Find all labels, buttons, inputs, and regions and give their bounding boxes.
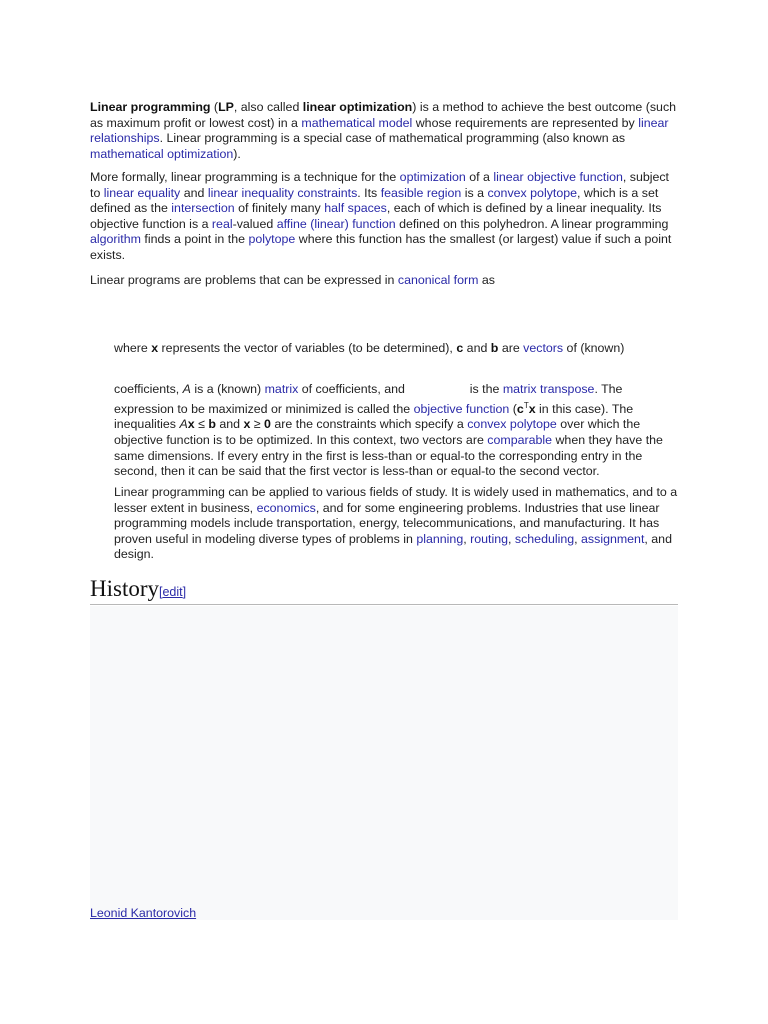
canonical-paragraph [90, 273, 680, 289]
text: -valued [232, 216, 277, 231]
text: are [498, 341, 524, 355]
link-linear-inequality-constraints[interactable]: linear inequality constraints [207, 185, 358, 200]
link-vectors[interactable]: vectors [523, 341, 564, 355]
text: , [463, 531, 471, 546]
link-convex-polytope[interactable]: convex polytope [467, 417, 557, 432]
text: . Linear programming is a special case of mathematical programming (also known as [159, 131, 626, 146]
link-routing[interactable]: routing [470, 531, 508, 546]
term-linear-programming: Linear programming [90, 100, 211, 114]
text: of coefficients, and [298, 382, 409, 396]
text: and [463, 341, 491, 355]
text: of a [465, 170, 494, 184]
link-linear-objective-function[interactable]: linear objective function [493, 170, 623, 184]
text: ( [509, 401, 517, 416]
text: represents the vector of variables (to be determined), [158, 341, 457, 355]
link-half-spaces[interactable]: half spaces [324, 201, 387, 216]
coefficients-paragraph [114, 382, 680, 480]
text: is the [466, 382, 503, 396]
text: ( [210, 100, 219, 114]
link-assignment[interactable]: assignment [581, 531, 645, 546]
text: More formally, linear programming is a technique for the [90, 170, 400, 184]
link-canonical-form[interactable]: canonical form [397, 273, 479, 287]
term-linear-optimization: linear optimization [302, 100, 413, 114]
applications-paragraph [114, 485, 680, 563]
text: defined on this polyhedron. A linear programming [395, 216, 669, 231]
link-affine-function[interactable]: affine (linear) function [276, 216, 396, 231]
text: Linear programming can be applied to various fields of study. It is widely used in mathematics, and to a lesser extent in business, [114, 485, 678, 515]
text: coefficients, [114, 382, 183, 396]
link-linear-equality[interactable]: linear equality [103, 185, 181, 200]
text: are the constraints which specify a [270, 417, 468, 432]
text: , [574, 531, 582, 546]
var-c: c [456, 341, 464, 355]
link-real[interactable]: real [211, 216, 233, 231]
where-paragraph [114, 341, 680, 357]
figure-image-placeholder [90, 606, 678, 920]
text: whose requirements are represented by [412, 115, 639, 130]
text: , and design. [114, 531, 672, 562]
link-convex-polytope[interactable]: convex polytope [487, 185, 578, 200]
link-optimization[interactable]: optimization [399, 170, 466, 184]
text: is a [461, 185, 488, 200]
caption-link-leonid-kantorovich[interactable]: Leonid Kantorovich [90, 906, 197, 920]
link-algorithm[interactable]: algorithm [90, 232, 141, 247]
link-scheduling[interactable]: scheduling [514, 531, 575, 546]
var-x: x [187, 417, 195, 432]
formal-paragraph [90, 170, 680, 264]
link-intersection[interactable]: intersection [171, 201, 235, 216]
text: and [215, 417, 244, 432]
var-x: x [243, 417, 251, 432]
text: , each of which is defined by a linear inequality. Its objective function is a [90, 201, 662, 231]
text: , which is a set defined as the [90, 185, 659, 216]
text: in this case). The inequalities [114, 401, 634, 432]
intro-paragraph [90, 100, 680, 162]
link-mathematical-optimization[interactable]: mathematical optimization [90, 146, 234, 161]
text: . Its [357, 185, 381, 200]
text: , also called [233, 100, 303, 114]
link-feasible-region[interactable]: feasible region [380, 185, 462, 200]
text: finds a point in the [140, 232, 249, 247]
link-matrix[interactable]: matrix [264, 382, 299, 396]
text: ≥ [250, 417, 265, 432]
text: Linear programs are problems that can be expressed in [90, 273, 398, 287]
edit-link[interactable]: edit [162, 585, 183, 599]
text: of finitely many [234, 201, 325, 216]
link-economics[interactable]: economics [256, 500, 316, 515]
text: . The expression to be maximized or minimized is called the [114, 382, 623, 416]
text: is a (known) [190, 382, 265, 396]
var-x: x [528, 401, 536, 416]
text: , and for some engineering problems. Industries that use linear programming models include transportation, energy, telecommunications, and manufacturing. It has proven useful in modeling diverse types of problems in [114, 500, 660, 546]
link-matrix-transpose[interactable]: matrix transpose [502, 382, 595, 396]
link-objective-function[interactable]: objective function [413, 401, 510, 416]
text: as [478, 273, 495, 287]
var-A: A [179, 417, 188, 432]
history-title: History [90, 576, 159, 601]
text: ). [233, 146, 241, 161]
link-comparable[interactable]: comparable [487, 432, 553, 447]
edit-bracket-close: ] [182, 585, 187, 599]
link-planning[interactable]: planning [416, 531, 464, 546]
text: where this function has the smallest (or largest) value if such a point exists. [90, 232, 672, 262]
text: and [180, 185, 208, 200]
superscript-t: T [523, 400, 529, 410]
link-mathematical-model[interactable]: mathematical model [301, 115, 413, 130]
zero-vector: 0 [264, 417, 271, 432]
var-b: b [208, 417, 216, 432]
edit-bracket-open: [ [159, 585, 163, 599]
var-b: b [490, 341, 499, 355]
var-A: A [182, 382, 191, 396]
text: of (known) [563, 341, 625, 355]
text: ) is a method to achieve the best outcome (such as maximum profit or lowest cost) in a [90, 100, 677, 130]
link-polytope[interactable]: polytope [248, 232, 296, 247]
text: where [114, 341, 152, 355]
term-lp: LP [218, 100, 234, 114]
text: over which the objective function is to be optimized. In this context, two vectors are [114, 417, 641, 447]
text: , [508, 531, 515, 546]
history-heading [90, 574, 678, 605]
var-x: x [151, 341, 159, 355]
text: when they have the same dimensions. If every entry in the first is less-than or equal-to the corresponding entry in the second, then it can be said that the first vector is less-than or equal-to the second vector. [114, 432, 663, 479]
link-linear-relationships[interactable]: linear relationships [90, 115, 669, 146]
text: ≤ [194, 417, 209, 432]
text: , subject to [90, 170, 670, 200]
var-c-transpose: c [516, 401, 524, 416]
